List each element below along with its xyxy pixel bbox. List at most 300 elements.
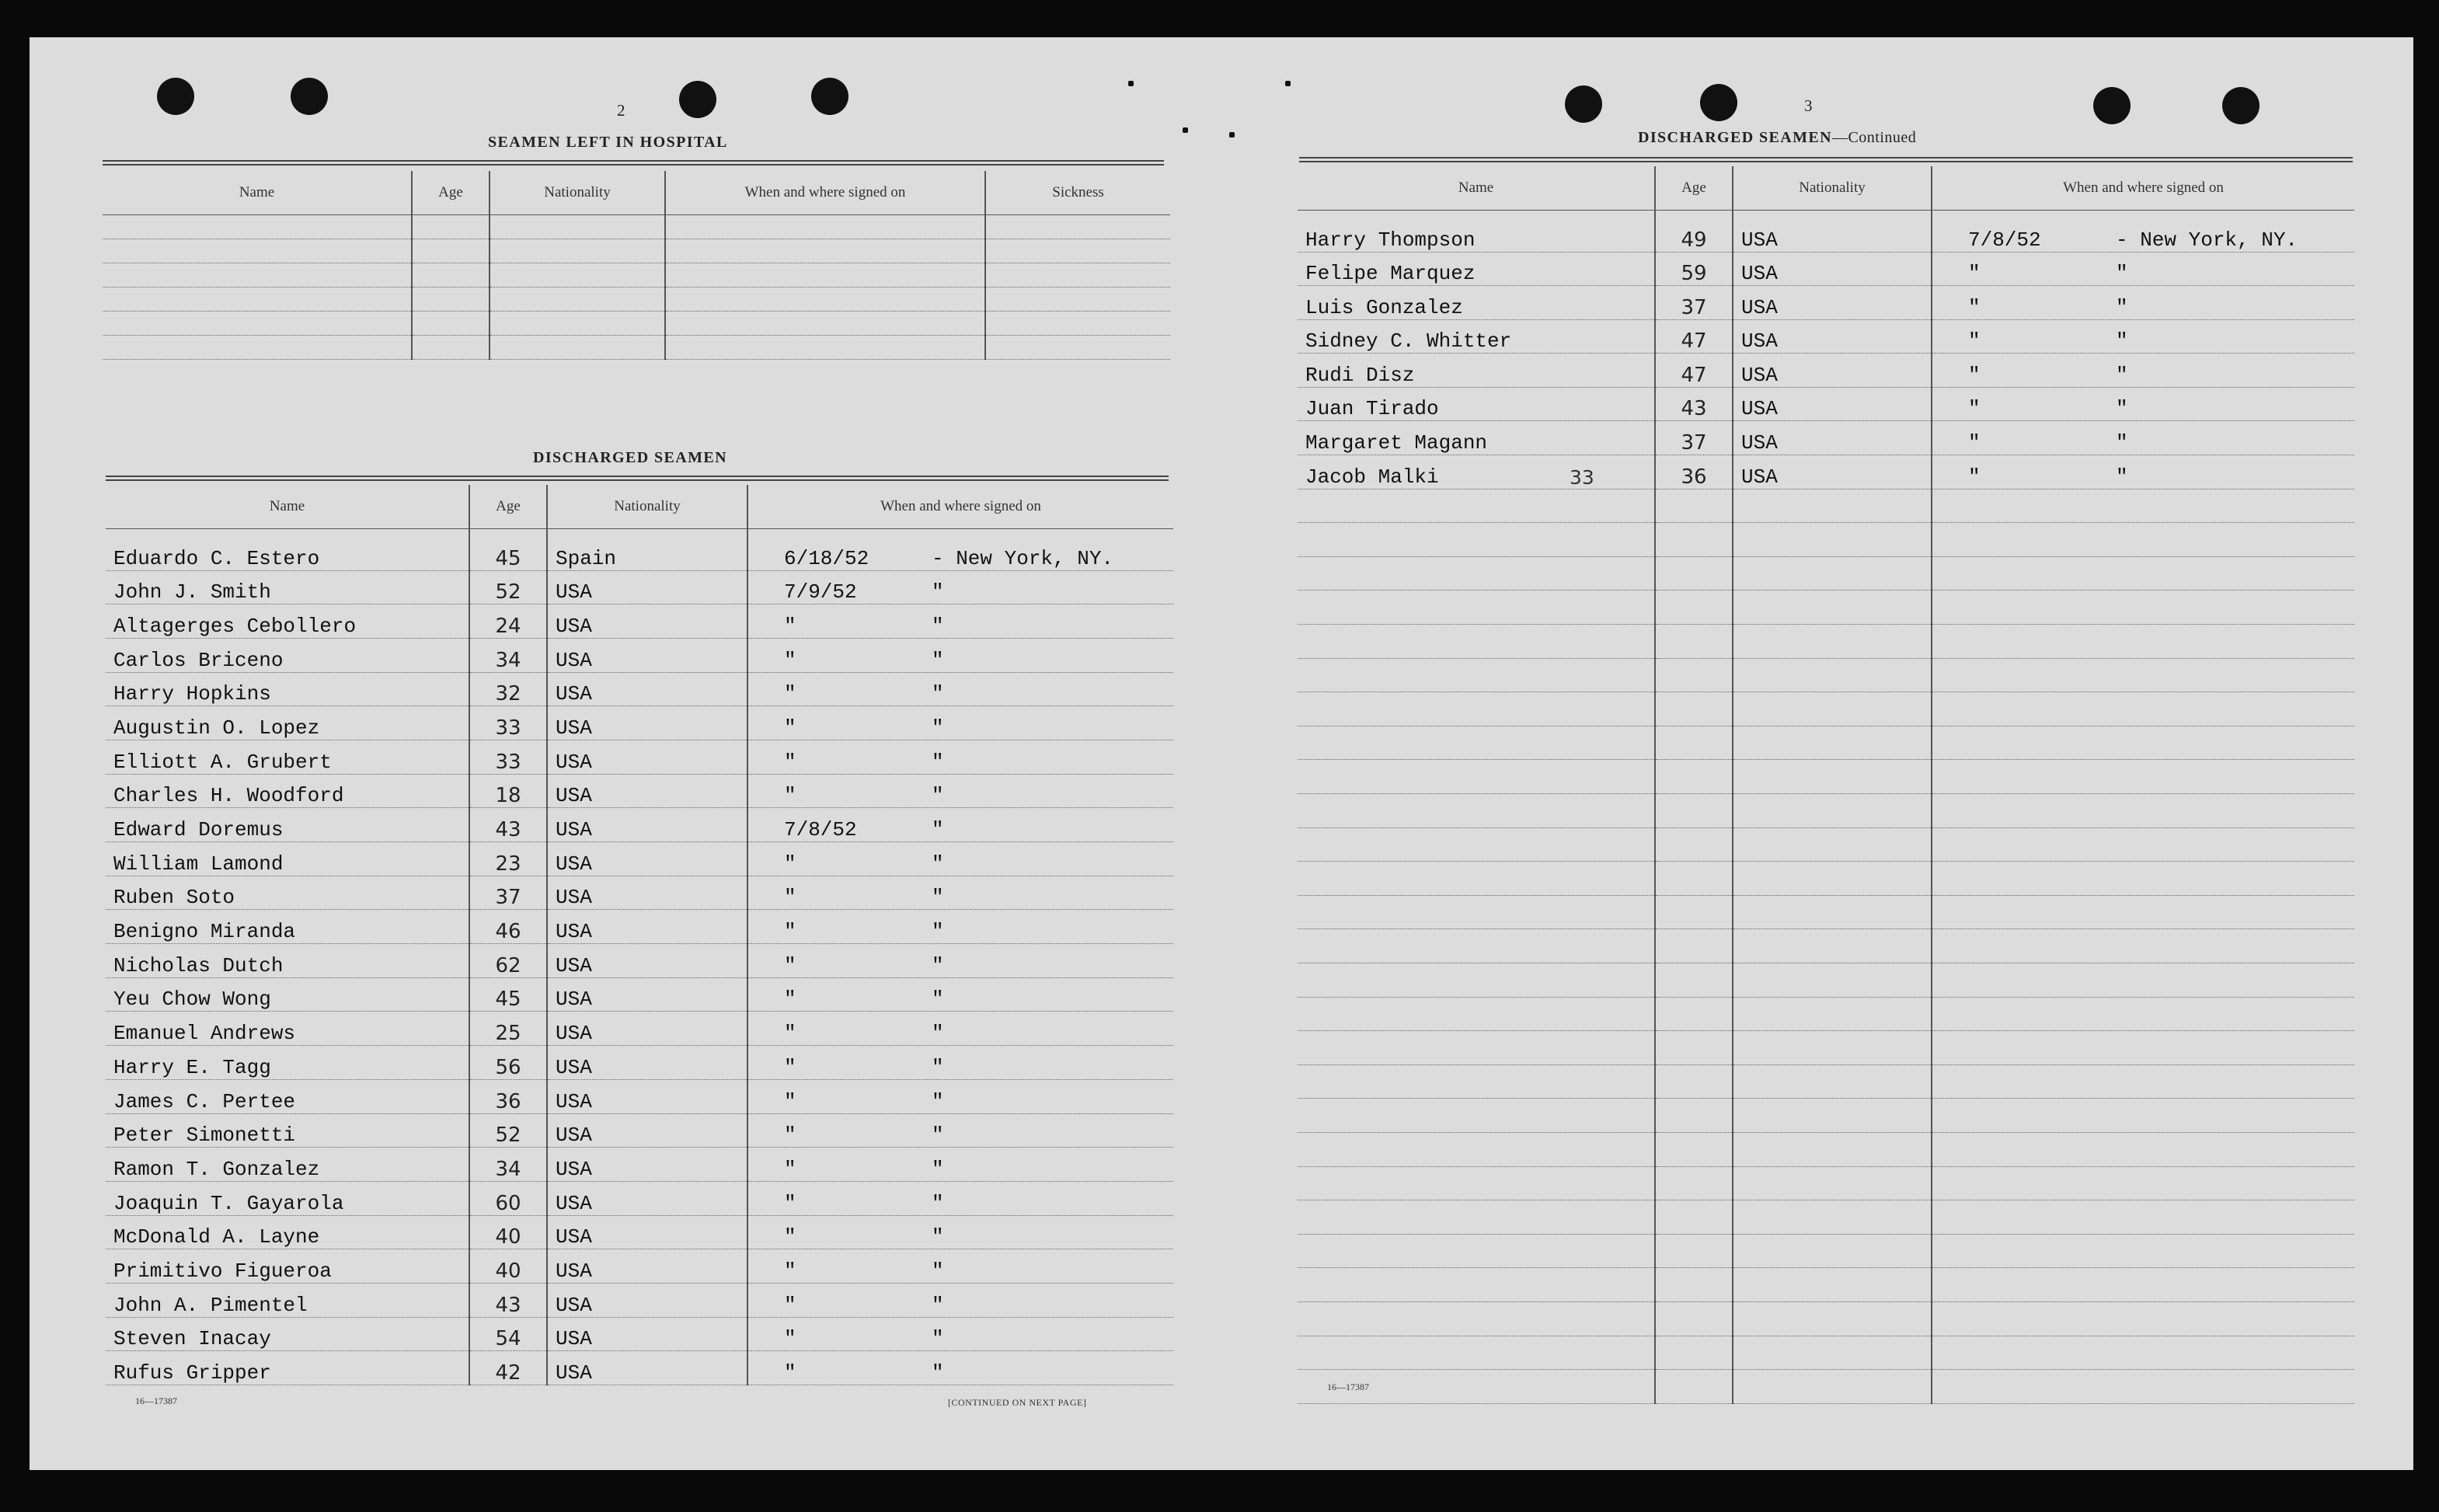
empty-cell (1733, 862, 1932, 896)
table-row (106, 570, 1173, 604)
signed-on-cell (747, 604, 1173, 639)
empty-row (1298, 895, 2354, 929)
empty-cell (1298, 692, 1655, 726)
table-row (106, 1012, 1173, 1046)
signed-on-place: " (932, 1124, 944, 1148)
section-title-main: DISCHARGED SEAMEN (1638, 129, 1832, 146)
seaman-age: 34 (469, 1148, 547, 1182)
empty-row (1298, 523, 2354, 557)
empty-cell (1298, 1031, 1655, 1065)
seaman-name: Benigno Miranda (106, 910, 469, 944)
empty-cell (1932, 1166, 2354, 1200)
table-row (106, 706, 1173, 740)
empty-cell (1932, 963, 2354, 997)
signed-on-cell (747, 1113, 1173, 1148)
signed-on-date: " (784, 1157, 796, 1181)
signed-on-cell (1932, 354, 2354, 388)
empty-cell (1932, 997, 2354, 1031)
signed-on-cell (1932, 210, 2354, 252)
empty-cell (1298, 1132, 1655, 1166)
empty-cell (1298, 963, 1655, 997)
seaman-nationality: USA (547, 604, 747, 639)
signed-on-place: " (932, 1259, 944, 1283)
seaman-name: Nicholas Dutch (106, 944, 469, 978)
empty-cell (1932, 929, 2354, 963)
empty-cell (490, 311, 665, 335)
empty-cell (1932, 625, 2354, 659)
seaman-nationality: USA (547, 638, 747, 672)
table-row (1298, 319, 2354, 354)
seaman-age: 40 (469, 1249, 547, 1284)
seaman-name: John A. Pimentel (106, 1283, 469, 1317)
empty-row (1298, 556, 2354, 591)
signed-on-date: " (784, 750, 796, 774)
col-header-name: Name (1298, 166, 1655, 210)
table-row (106, 1181, 1173, 1215)
empty-cell (1655, 895, 1733, 929)
seaman-name: Carlos Briceno (106, 638, 469, 672)
empty-cell (1932, 556, 2354, 591)
seaman-nationality: USA (547, 672, 747, 706)
seaman-age: 33 (469, 740, 547, 774)
signed-on-place: " (932, 580, 944, 604)
document-sheet (30, 37, 2413, 1470)
empty-cell (1932, 658, 2354, 692)
table-row (106, 1148, 1173, 1182)
seaman-age: 34 (469, 638, 547, 672)
table-row (1298, 387, 2354, 421)
seaman-name: Steven Inacay (106, 1317, 469, 1351)
seaman-age: 47 (1655, 319, 1733, 354)
signed-on-place: " (2116, 431, 2128, 455)
signed-on-place: " (932, 953, 944, 977)
seaman-nationality: USA (1733, 286, 1932, 320)
empty-cell (985, 214, 1170, 239)
empty-cell (665, 287, 985, 311)
seaman-nationality: USA (1733, 252, 1932, 286)
empty-cell (1932, 1132, 2354, 1166)
empty-cell (1298, 1234, 1655, 1268)
empty-cell (1733, 997, 1932, 1031)
table-row (106, 1283, 1173, 1317)
empty-cell (1655, 929, 1733, 963)
seaman-nationality: USA (547, 1079, 747, 1113)
seaman-name: Rufus Gripper (106, 1351, 469, 1385)
empty-cell (1298, 556, 1655, 591)
empty-row (1298, 1301, 2354, 1336)
seaman-nationality: USA (547, 774, 747, 808)
empty-cell (1932, 760, 2354, 794)
empty-row (1298, 929, 2354, 963)
seaman-name: Rudi Disz (1298, 354, 1655, 388)
empty-cell (490, 263, 665, 287)
signed-on-cell (747, 706, 1173, 740)
empty-cell (1655, 489, 1733, 523)
table-row (103, 263, 1170, 287)
seaman-name: Elliott A. Grubert (106, 740, 469, 774)
seaman-age: 45 (469, 977, 547, 1012)
empty-cell (103, 287, 412, 311)
seaman-nationality: USA (547, 1317, 747, 1351)
signed-on-date: 7/8/52 (1968, 228, 2041, 252)
signed-on-place: " (932, 1022, 944, 1046)
seaman-nationality: USA (1733, 319, 1932, 354)
seaman-age: 43 (469, 1283, 547, 1317)
table-row (106, 774, 1173, 808)
empty-cell (1298, 489, 1655, 523)
signed-on-cell (747, 910, 1173, 944)
signed-on-place: " (932, 920, 944, 944)
seaman-age: 36 (469, 1079, 547, 1113)
seaman-age: 18 (469, 774, 547, 808)
col-header-signed-on: When and where signed on (747, 485, 1173, 528)
seaman-name: Edward Doremus (106, 808, 469, 842)
signed-on-date: " (784, 1225, 796, 1249)
signed-on-place: " (932, 614, 944, 638)
empty-cell (1298, 794, 1655, 828)
empty-cell (103, 214, 412, 239)
seaman-nationality: USA (547, 944, 747, 978)
signed-on-place: " (932, 852, 944, 876)
empty-cell (490, 239, 665, 263)
punch-hole (1700, 84, 1737, 121)
empty-row (1298, 794, 2354, 828)
signed-on-cell (747, 1046, 1173, 1080)
seaman-name: Harry Thompson (1298, 210, 1655, 252)
table-row (103, 311, 1170, 335)
signed-on-cell (1932, 286, 2354, 320)
signed-on-place: " (2116, 363, 2128, 387)
col-header-name: Name (106, 485, 469, 528)
seaman-age: 23 (469, 842, 547, 876)
ink-speck (1128, 81, 1134, 86)
signed-on-date: " (784, 1089, 796, 1113)
punch-hole (1565, 85, 1602, 123)
signed-on-place: " (932, 1327, 944, 1351)
empty-cell (1932, 1301, 2354, 1336)
empty-cell (1298, 523, 1655, 557)
empty-cell (665, 311, 985, 335)
empty-cell (1655, 658, 1733, 692)
col-header-nationality: Nationality (547, 485, 747, 528)
signed-on-cell (1932, 319, 2354, 354)
seaman-name: Sidney C. Whitter (1298, 319, 1655, 354)
seaman-name: Felipe Marquez (1298, 252, 1655, 286)
discharged-table (106, 485, 1173, 1385)
signed-on-date: " (784, 1055, 796, 1079)
signed-on-place: " (932, 750, 944, 774)
empty-cell (1733, 827, 1932, 862)
seaman-name: Harry Hopkins (106, 672, 469, 706)
signed-on-cell (747, 528, 1173, 570)
empty-cell (1733, 625, 1932, 659)
empty-cell (412, 287, 490, 311)
empty-cell (1298, 625, 1655, 659)
seaman-age: 32 (469, 672, 547, 706)
signed-on-cell (747, 1215, 1173, 1249)
continued-section-title (1638, 129, 1916, 147)
seaman-age: 37 (1655, 286, 1733, 320)
seaman-name: Margaret Magann (1298, 421, 1655, 455)
empty-cell (1932, 726, 2354, 760)
empty-cell (1733, 794, 1932, 828)
empty-cell (1655, 997, 1733, 1031)
empty-cell (1733, 1234, 1932, 1268)
empty-cell (1733, 692, 1932, 726)
table-row (1298, 455, 2354, 489)
empty-cell (665, 239, 985, 263)
seaman-name: Augustin O. Lopez (106, 706, 469, 740)
seaman-name: Juan Tirado (1298, 387, 1655, 421)
table-row (106, 1249, 1173, 1284)
empty-cell (1298, 862, 1655, 896)
table-row (106, 528, 1173, 570)
seaman-name: Eduardo C. Estero (106, 528, 469, 570)
seaman-age: 43 (1655, 387, 1733, 421)
seaman-nationality: USA (547, 1181, 747, 1215)
seaman-nationality: Spain (547, 528, 747, 570)
signed-on-place: " (2116, 329, 2128, 354)
empty-row (1298, 1064, 2354, 1099)
table-row (106, 604, 1173, 639)
signed-on-date: " (1968, 363, 1981, 387)
signed-on-date: " (784, 682, 796, 706)
signed-on-cell (747, 638, 1173, 672)
empty-row (1298, 862, 2354, 896)
signed-on-cell (747, 1012, 1173, 1046)
seaman-age: 52 (469, 570, 547, 604)
seaman-nationality: USA (547, 876, 747, 910)
table-row (106, 672, 1173, 706)
empty-cell (1298, 1268, 1655, 1302)
signed-on-date: " (784, 1361, 796, 1385)
empty-cell (1298, 1099, 1655, 1133)
signed-on-place: " (2116, 465, 2128, 489)
signed-on-cell (747, 740, 1173, 774)
empty-cell (1733, 1336, 1932, 1370)
signed-on-place: " (932, 1191, 944, 1215)
signed-on-date: " (1968, 295, 1981, 319)
signed-on-date: " (784, 988, 796, 1012)
signed-on-date: " (1968, 431, 1981, 455)
signed-on-date: " (784, 1259, 796, 1283)
empty-cell (1932, 591, 2354, 625)
empty-cell (1932, 1064, 2354, 1099)
signed-on-place: - New York, NY. (2116, 228, 2298, 252)
page-number-left: 2 (617, 101, 625, 120)
signed-on-cell (747, 944, 1173, 978)
seaman-name: William Lamond (106, 842, 469, 876)
empty-cell (1298, 760, 1655, 794)
seaman-age: 33 (469, 706, 547, 740)
col-header-age: Age (469, 485, 547, 528)
empty-row (1298, 827, 2354, 862)
signed-on-cell (1932, 387, 2354, 421)
empty-cell (985, 311, 1170, 335)
signed-on-place: " (932, 648, 944, 672)
signed-on-cell (747, 774, 1173, 808)
empty-cell (1298, 726, 1655, 760)
seaman-age: 60 (469, 1181, 547, 1215)
seaman-name: Luis Gonzalez (1298, 286, 1655, 320)
table-row (106, 876, 1173, 910)
empty-cell (1733, 1268, 1932, 1302)
seaman-nationality: USA (547, 977, 747, 1012)
empty-cell (1655, 523, 1733, 557)
seaman-age: 47 (1655, 354, 1733, 388)
empty-cell (1655, 556, 1733, 591)
signed-on-place: - New York, NY. (932, 546, 1114, 570)
signed-on-date: " (1968, 465, 1981, 489)
empty-cell (1733, 1132, 1932, 1166)
empty-cell (1655, 862, 1733, 896)
signed-on-date: " (784, 886, 796, 910)
ink-speck (1183, 127, 1188, 133)
seaman-age: 42 (469, 1351, 547, 1385)
signed-on-cell (1932, 455, 2354, 489)
signed-on-place: " (932, 818, 944, 841)
ink-speck (1229, 132, 1235, 138)
empty-cell (1733, 929, 1932, 963)
signed-on-date: " (784, 1191, 796, 1215)
empty-row (1298, 1336, 2354, 1370)
table-row (106, 1079, 1173, 1113)
empty-cell (1733, 523, 1932, 557)
seaman-nationality: USA (1733, 354, 1932, 388)
empty-cell (1655, 625, 1733, 659)
seaman-age: 43 (469, 808, 547, 842)
signed-on-cell (747, 842, 1173, 876)
double-rule (106, 476, 1169, 481)
table-row (106, 1046, 1173, 1080)
empty-cell (490, 214, 665, 239)
signed-on-date: " (784, 1327, 796, 1351)
signed-on-cell (747, 1148, 1173, 1182)
empty-cell (490, 287, 665, 311)
empty-cell (1298, 591, 1655, 625)
discharged-section-title: DISCHARGED SEAMEN (533, 449, 727, 466)
empty-row (1298, 625, 2354, 659)
seaman-nationality: USA (547, 570, 747, 604)
seaman-nationality: USA (1733, 421, 1932, 455)
signed-on-date: " (784, 784, 796, 808)
signed-on-date: " (1968, 329, 1981, 354)
col-header-age: Age (412, 171, 490, 214)
signed-on-place: " (932, 1089, 944, 1113)
table-row (106, 1113, 1173, 1148)
form-code-left: 16—17387 (135, 1395, 177, 1406)
empty-cell (1655, 963, 1733, 997)
seaman-nationality: USA (547, 1012, 747, 1046)
empty-cell (1733, 726, 1932, 760)
empty-cell (1655, 827, 1733, 862)
empty-cell (1733, 556, 1932, 591)
seaman-nationality: USA (547, 1283, 747, 1317)
col-header-name: Name (103, 171, 412, 214)
empty-cell (1932, 1234, 2354, 1268)
table-row (1298, 252, 2354, 286)
empty-cell (412, 335, 490, 359)
seaman-nationality: USA (547, 808, 747, 842)
table-row (106, 842, 1173, 876)
seaman-age: 56 (469, 1046, 547, 1080)
empty-row (1298, 692, 2354, 726)
empty-cell (1932, 1031, 2354, 1065)
table-row (106, 910, 1173, 944)
empty-cell (1655, 1234, 1733, 1268)
seaman-nationality: USA (547, 1215, 747, 1249)
seaman-nationality: USA (547, 910, 747, 944)
empty-cell (1733, 1301, 1932, 1336)
empty-row (1298, 591, 2354, 625)
seaman-nationality: USA (547, 1249, 747, 1284)
empty-cell (1298, 997, 1655, 1031)
empty-cell (985, 263, 1170, 287)
signed-on-cell (747, 1351, 1173, 1385)
seaman-age: 62 (469, 944, 547, 978)
empty-cell (1932, 523, 2354, 557)
empty-cell (1655, 1336, 1733, 1370)
empty-cell (1733, 760, 1932, 794)
seaman-name: James C. Pertee (106, 1079, 469, 1113)
seaman-nationality: USA (547, 1113, 747, 1148)
seaman-name: McDonald A. Layne (106, 1215, 469, 1249)
empty-cell (1298, 658, 1655, 692)
signed-on-date: 7/8/52 (784, 818, 857, 841)
table-row (106, 1215, 1173, 1249)
seaman-age: 54 (469, 1317, 547, 1351)
empty-cell (1655, 760, 1733, 794)
empty-cell (1298, 1166, 1655, 1200)
seaman-name: John J. Smith (106, 570, 469, 604)
punch-hole (2093, 87, 2131, 124)
seaman-age: 45 (469, 528, 547, 570)
punch-hole (2222, 87, 2260, 124)
seaman-nationality: USA (547, 1351, 747, 1385)
seaman-age: 36 (1655, 455, 1733, 489)
signed-on-place: " (2116, 397, 2128, 421)
signed-on-date: " (784, 920, 796, 944)
signed-on-cell (747, 977, 1173, 1012)
table-row (1298, 210, 2354, 252)
empty-cell (490, 335, 665, 359)
empty-cell (1932, 1268, 2354, 1302)
seaman-age: 46 (469, 910, 547, 944)
empty-cell (1932, 1336, 2354, 1370)
empty-cell (103, 311, 412, 335)
empty-cell (1733, 1370, 1932, 1404)
col-header-sickness: Sickness (985, 171, 1170, 214)
empty-cell (985, 335, 1170, 359)
empty-row (1298, 489, 2354, 523)
double-rule (103, 160, 1164, 165)
table-row (1298, 421, 2354, 455)
signed-on-place: " (932, 886, 944, 910)
signed-on-cell (747, 876, 1173, 910)
empty-cell (1733, 1064, 1932, 1099)
signed-on-place: " (932, 682, 944, 706)
col-header-age: Age (1655, 166, 1733, 210)
empty-cell (1932, 692, 2354, 726)
col-header-nationality: Nationality (1733, 166, 1932, 210)
signed-on-place: " (932, 784, 944, 808)
signed-on-date: 6/18/52 (784, 546, 869, 570)
empty-cell (1932, 895, 2354, 929)
empty-cell (1932, 794, 2354, 828)
signed-on-cell (1932, 421, 2354, 455)
signed-on-date: 7/9/52 (784, 580, 857, 604)
seaman-nationality: USA (547, 842, 747, 876)
